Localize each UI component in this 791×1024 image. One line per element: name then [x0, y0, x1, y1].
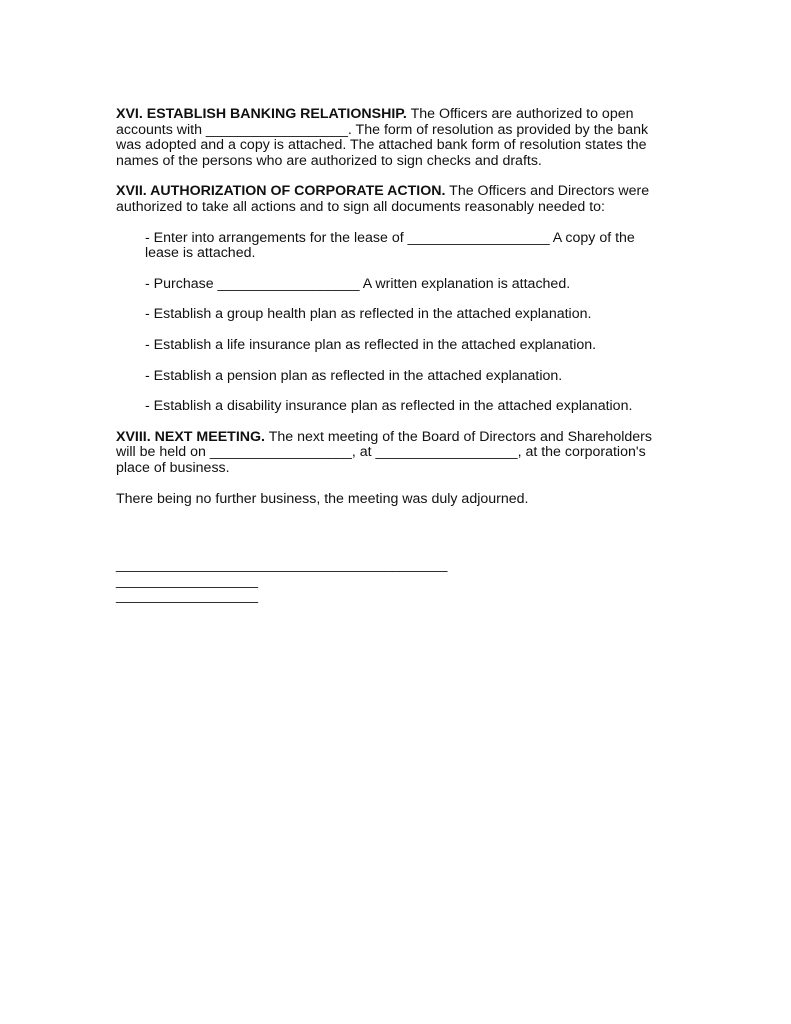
- document-page: [116, 107, 672, 605]
- section-body: The next meeting of the Board of Directors and Shareholders will be held on __________________, at __________________, at the corporation's place of business.: [116, 428, 652, 476]
- action-item-disability-insurance: - Establish a disability insurance plan as reflected in the attached explanation.: [145, 398, 633, 415]
- section-body: The Officers and Directors were authorized to take all actions and to sign all documents reasonably needed to:: [116, 183, 650, 215]
- section-heading: XVI. ESTABLISH BANKING RELATIONSHIP.: [116, 106, 407, 122]
- action-item-health-plan: - Establish a group health plan as reflected in the attached explanation.: [145, 306, 592, 323]
- action-item-lease: - Enter into arrangements for the lease of __________________ A copy of the lease is attached.: [145, 229, 635, 262]
- section-corporate-action: [116, 184, 672, 215]
- section-next-meeting: [116, 430, 672, 477]
- signature-title-line: __________________: [116, 588, 259, 605]
- action-item-purchase: - Purchase __________________ A written explanation is attached.: [145, 275, 571, 292]
- section-banking-relationship: [116, 107, 672, 169]
- section-heading: XVII. AUTHORIZATION OF CORPORATE ACTION.: [116, 183, 446, 200]
- signature-line: __________________________________________: [116, 557, 448, 574]
- signature-block: [116, 558, 672, 605]
- section-body: The Officers are authorized to open accounts with __________________. The form of resolution as provided by the bank was adopted and a copy is attached. The attached bank form of resolution states the names of the persons who are authorized to sign checks and drafts.: [116, 106, 649, 169]
- closing-statement: There being no further business, the meeting was duly adjourned.: [116, 490, 529, 507]
- signature-name-line: __________________: [116, 572, 259, 589]
- action-item-pension-plan: - Establish a pension plan as reflected in the attached explanation.: [145, 367, 563, 384]
- section-heading: XVIII. NEXT MEETING.: [116, 428, 265, 445]
- action-item-life-insurance: - Establish a life insurance plan as reflected in the attached explanation.: [145, 336, 597, 353]
